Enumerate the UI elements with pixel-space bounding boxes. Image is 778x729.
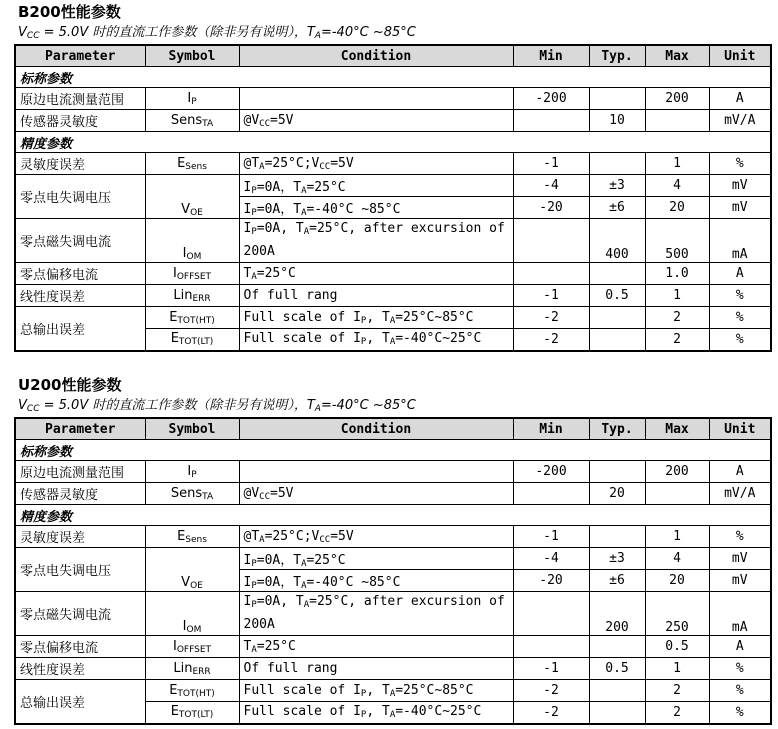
param-cell: 总输出误差 [15, 680, 145, 724]
condition-cell: $@V_{CC}=5V$ [239, 110, 513, 132]
unit-cell: mV [709, 570, 771, 592]
group-label: 精度参数 [15, 505, 771, 526]
min-cell: -1 [513, 526, 589, 548]
param-cell: 传感器灵敏度 [15, 110, 145, 132]
typ-cell: 10 [589, 110, 645, 132]
max-cell: 1.0 [645, 263, 709, 285]
unit-cell: mV [709, 175, 771, 197]
group-label: 精度参数 [15, 132, 771, 153]
header-unit: Unit [709, 45, 771, 67]
condition-cell: $I_P=0A$，$T_A=-40^\circ C$ ~85°C [239, 197, 513, 219]
typ-cell: ±3 [589, 175, 645, 197]
min-cell: -4 [513, 175, 589, 197]
typ-cell [589, 702, 645, 724]
table-row [15, 263, 771, 285]
group-row-accuracy [15, 132, 771, 153]
symbol-cell: $E_{Sens}$ [145, 526, 239, 548]
max-cell: 4 [645, 175, 709, 197]
header-parameter: Parameter [15, 418, 145, 440]
param-cell: 总输出误差 [15, 307, 145, 351]
header-symbol: Symbol [145, 45, 239, 67]
group-row-nominal [15, 440, 771, 461]
min-cell: -200 [513, 88, 589, 110]
typ-cell [589, 88, 645, 110]
max-cell: 0.5 [645, 636, 709, 658]
condition-cell: Full scale of $I_P$, $T_A=-40^\circ C\sim 25^\circ C$ [239, 702, 513, 724]
table-row [15, 307, 771, 329]
table-row [15, 153, 771, 175]
min-cell: -1 [513, 285, 589, 307]
condition-cell: $@T_A=25^\circ C;V_{CC}=5V$ [239, 526, 513, 548]
typ-cell [589, 636, 645, 658]
unit-cell: A [709, 263, 771, 285]
typ-cell: ±6 [589, 570, 645, 592]
condition-cell: Full scale of $I_P$, $T_A=-40^\circ C\sim 25^\circ C$ [239, 329, 513, 351]
param-cell: 原边电流测量范围 [15, 461, 145, 483]
symbol-cell: $E_{TOT(LT)}$ [145, 702, 239, 724]
min-cell: -1 [513, 153, 589, 175]
table-row [15, 461, 771, 483]
condition-cell: Full scale of $I_P$, $T_A=25^\circ C\sim 85^\circ C$ [239, 307, 513, 329]
condition-cell [239, 461, 513, 483]
table-row [15, 285, 771, 307]
u200-section [14, 375, 770, 725]
max-cell: 4 [645, 548, 709, 570]
condition-cell: $I_P=0A$，$T_A=-40^\circ C$ ~85°C [239, 570, 513, 592]
operating-condition: $V_{CC} = 5.0V$ 时的直流工作参数（除非另有说明），$T_A=-40^\circ C$ ~85°C [18, 398, 416, 414]
min-cell [513, 592, 589, 636]
min-cell: -2 [513, 329, 589, 351]
typ-cell [589, 263, 645, 285]
table-header-row [15, 45, 771, 67]
spec-table [14, 417, 772, 725]
max-cell: 500 [645, 219, 709, 263]
unit-cell: % [709, 526, 771, 548]
unit-cell: mA [709, 219, 771, 263]
max-cell: 20 [645, 570, 709, 592]
condition-cell: Of full rang [239, 658, 513, 680]
symbol-cell: $E_{TOT(HT)}$ [145, 307, 239, 329]
table-row [15, 636, 771, 658]
min-cell [513, 483, 589, 505]
min-cell: -4 [513, 548, 589, 570]
param-cell: 灵敏度误差 [15, 526, 145, 548]
max-cell: 200 [645, 88, 709, 110]
unit-cell: mV/A [709, 483, 771, 505]
group-label: 标称参数 [15, 67, 771, 88]
b200-section [14, 2, 770, 352]
typ-cell: 400 [589, 219, 645, 263]
param-cell: 零点偏移电流 [15, 263, 145, 285]
max-cell: 1 [645, 153, 709, 175]
symbol-cell: Sens$_{TA}$ [145, 483, 239, 505]
table-row [15, 526, 771, 548]
typ-cell: 20 [589, 483, 645, 505]
header-condition: Condition [239, 418, 513, 440]
header-min: Min [513, 45, 589, 67]
min-cell [513, 263, 589, 285]
unit-cell: % [709, 285, 771, 307]
max-cell: 250 [645, 592, 709, 636]
symbol-cell: Lin$_{ERR}$ [145, 285, 239, 307]
min-cell [513, 636, 589, 658]
unit-cell: A [709, 461, 771, 483]
header-max: Max [645, 45, 709, 67]
max-cell: 2 [645, 307, 709, 329]
table-row [15, 175, 771, 197]
min-cell [513, 110, 589, 132]
condition-cell [239, 88, 513, 110]
header-condition: Condition [239, 45, 513, 67]
typ-cell: ±6 [589, 197, 645, 219]
typ-cell [589, 329, 645, 351]
param-cell: 传感器灵敏度 [15, 483, 145, 505]
unit-cell: % [709, 702, 771, 724]
min-cell: -2 [513, 307, 589, 329]
condition-cell: Full scale of $I_P$, $T_A=25^\circ C\sim 85^\circ C$ [239, 680, 513, 702]
condition-cell: $I_P=0A$, $T_A=25^\circ C$, after excursion of 200A [239, 592, 513, 636]
typ-cell: ±3 [589, 548, 645, 570]
header-typ: Typ. [589, 45, 645, 67]
header-typ: Typ. [589, 418, 645, 440]
param-cell: 零点磁失调电流 [15, 219, 145, 263]
header-symbol: Symbol [145, 418, 239, 440]
unit-cell: % [709, 658, 771, 680]
table-row [15, 658, 771, 680]
max-cell: 1 [645, 285, 709, 307]
param-cell: 原边电流测量范围 [15, 88, 145, 110]
symbol-cell: $I_{OFFSET}$ [145, 263, 239, 285]
section-title: B200性能参数 [18, 3, 121, 21]
min-cell: -200 [513, 461, 589, 483]
symbol-cell: Sens$_{TA}$ [145, 110, 239, 132]
param-cell: 零点电失调电压 [15, 548, 145, 592]
table-row [15, 592, 771, 636]
unit-cell: mV [709, 548, 771, 570]
param-cell: 线性度误差 [15, 658, 145, 680]
table-row [15, 548, 771, 570]
table-row [15, 110, 771, 132]
max-cell: 2 [645, 329, 709, 351]
symbol-cell: $I_{OFFSET}$ [145, 636, 239, 658]
max-cell: 200 [645, 461, 709, 483]
typ-cell: 0.5 [589, 285, 645, 307]
param-cell: 零点电失调电压 [15, 175, 145, 219]
typ-cell [589, 307, 645, 329]
symbol-cell: $I_P$ [145, 88, 239, 110]
unit-cell: mV/A [709, 110, 771, 132]
group-row-accuracy [15, 505, 771, 526]
max-cell: 1 [645, 526, 709, 548]
symbol-cell: $I_P$ [145, 461, 239, 483]
min-cell: -20 [513, 197, 589, 219]
unit-cell: % [709, 329, 771, 351]
symbol-cell: $E_{TOT(LT)}$ [145, 329, 239, 351]
unit-cell: A [709, 636, 771, 658]
symbol-cell: $I_{OM}$ [145, 219, 239, 263]
table-row [15, 680, 771, 702]
symbol-cell: $V_{OE}$ [145, 175, 239, 219]
group-row-nominal [15, 67, 771, 88]
condition-cell: $@T_A=25^\circ C;V_{CC}=5V$ [239, 153, 513, 175]
condition-cell: $I_P=0A$，$T_A=25^\circ C$ [239, 175, 513, 197]
min-cell [513, 219, 589, 263]
table-header-row [15, 418, 771, 440]
symbol-cell: $I_{OM}$ [145, 592, 239, 636]
max-cell [645, 483, 709, 505]
symbol-cell: $E_{TOT(HT)}$ [145, 680, 239, 702]
typ-cell: 200 [589, 592, 645, 636]
unit-cell: mV [709, 197, 771, 219]
typ-cell [589, 461, 645, 483]
condition-cell: $@V_{CC}=5V$ [239, 483, 513, 505]
unit-cell: % [709, 680, 771, 702]
symbol-cell: $V_{OE}$ [145, 548, 239, 592]
typ-cell: 0.5 [589, 658, 645, 680]
min-cell: -2 [513, 702, 589, 724]
spec-table [14, 44, 772, 352]
header-unit: Unit [709, 418, 771, 440]
max-cell: 2 [645, 680, 709, 702]
table-row [15, 219, 771, 263]
min-cell: -20 [513, 570, 589, 592]
param-cell: 零点偏移电流 [15, 636, 145, 658]
unit-cell: A [709, 88, 771, 110]
header-max: Max [645, 418, 709, 440]
param-cell: 零点磁失调电流 [15, 592, 145, 636]
group-label: 标称参数 [15, 440, 771, 461]
unit-cell: % [709, 153, 771, 175]
typ-cell [589, 153, 645, 175]
param-cell: 线性度误差 [15, 285, 145, 307]
table-row [15, 88, 771, 110]
section-title: U200性能参数 [18, 376, 122, 394]
min-cell: -2 [513, 680, 589, 702]
header-min: Min [513, 418, 589, 440]
symbol-cell: Lin$_{ERR}$ [145, 658, 239, 680]
typ-cell [589, 680, 645, 702]
max-cell: 20 [645, 197, 709, 219]
operating-condition: $V_{CC} = 5.0V$ 时的直流工作参数（除非另有说明），$T_A=-40^\circ C$ ~85°C [18, 25, 416, 41]
table-row [15, 483, 771, 505]
condition-cell: Of full rang [239, 285, 513, 307]
min-cell: -1 [513, 658, 589, 680]
max-cell [645, 110, 709, 132]
unit-cell: % [709, 307, 771, 329]
unit-cell: mA [709, 592, 771, 636]
typ-cell [589, 526, 645, 548]
condition-cell: $I_P=0A$, $T_A=25^\circ C$, after excursion of 200A [239, 219, 513, 263]
symbol-cell: $E_{Sens}$ [145, 153, 239, 175]
param-cell: 灵敏度误差 [15, 153, 145, 175]
max-cell: 2 [645, 702, 709, 724]
condition-cell: $I_P=0A$，$T_A=25^\circ C$ [239, 548, 513, 570]
condition-cell: $T_A=25^\circ C$ [239, 263, 513, 285]
max-cell: 1 [645, 658, 709, 680]
condition-cell: $T_A=25^\circ C$ [239, 636, 513, 658]
header-parameter: Parameter [15, 45, 145, 67]
